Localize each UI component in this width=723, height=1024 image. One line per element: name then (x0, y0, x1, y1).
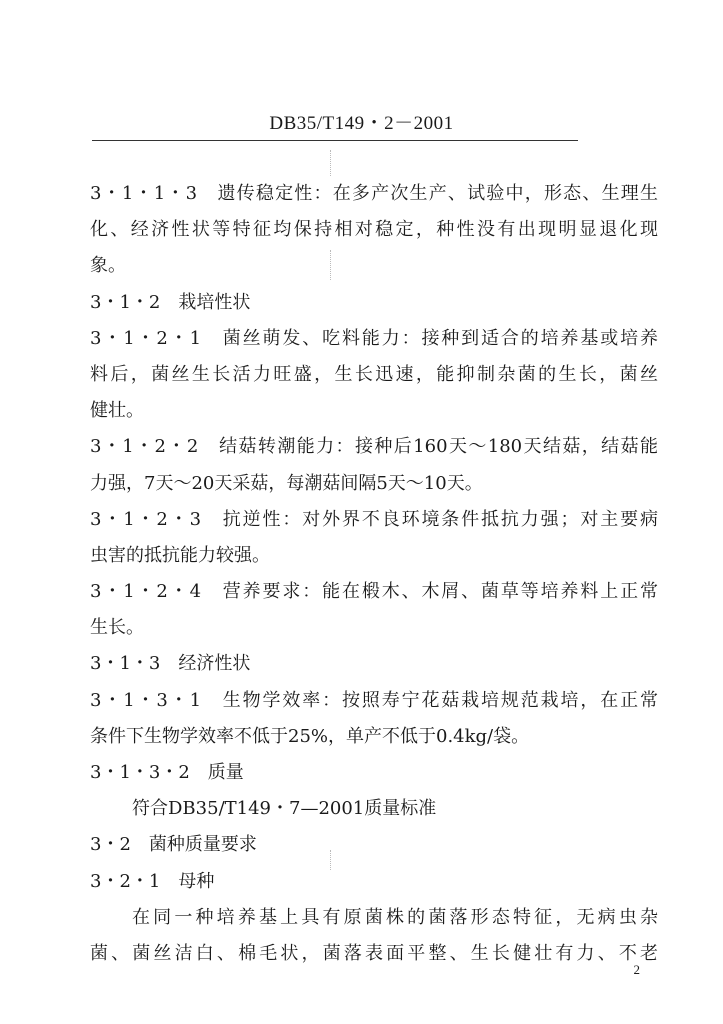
text-line: 3・1・2・4 营养要求：能在椴木、木屑、菌草等培养料上正常 (90, 581, 658, 603)
text-line: 象。 (90, 255, 126, 277)
text-line: 3・2・1 母种 (90, 870, 215, 892)
body-text (90, 176, 658, 972)
document-code-header: DB35/T149・2－2001 (269, 113, 454, 134)
text-line: 生长。 (90, 617, 144, 639)
text-line: 料后，菌丝生长活力旺盛，生长迅速，能抑制杂菌的生长，菌丝 (90, 363, 658, 385)
text-line: 力强，7天～20天采菇，每潮菇间隔5天～10天。 (90, 472, 483, 494)
text-line: 化、经济性状等特征均保持相对稳定，种性没有出现明显退化现 (90, 219, 658, 241)
text-line: 菌、菌丝洁白、棉毛状，菌落表面平整、生长健壮有力、不老 (90, 942, 658, 964)
text-line: 条件下生物学效率不低于25%，单产不低于0.4kg/袋。 (90, 725, 530, 747)
text-line: 3・1・2・1 菌丝萌发、吃料能力：接种到适合的培养基或培养 (90, 327, 658, 349)
text-line: 3・1・3・2 质量 (90, 762, 244, 783)
text-line: 3・1・2・2 结菇转潮能力：接种后160天～180天结菇，结菇能 (90, 436, 658, 458)
text-line: 3・1・3・1 生物学效率：按照寿宁花菇栽培规范栽培，在正常 (90, 689, 658, 711)
text-line: 3・2 菌种质量要求 (90, 834, 257, 856)
text-line: 在同一种培养基上具有原菌株的菌落形态特征，无病虫杂 (132, 906, 658, 928)
text-line: 3・1・1・3 遗传稳定性：在多产次生产、试验中，形态、生理生 (90, 183, 658, 204)
header-rule (92, 140, 578, 141)
fold-mark (330, 150, 331, 176)
text-line: 健壮。 (90, 400, 144, 422)
page-number: 2 (633, 962, 640, 977)
text-line: 3・1・2 栽培性状 (90, 291, 251, 313)
text-line: 3・1・3 经济性状 (90, 653, 251, 675)
text-line: 虫害的抵抗能力较强。 (90, 544, 270, 566)
text-line: 3・1・2・3 抗逆性：对外界不良环境条件抵抗力强；对主要病 (90, 508, 658, 530)
text-line: 符合DB35/T149・7—2001质量标准 (132, 798, 437, 820)
